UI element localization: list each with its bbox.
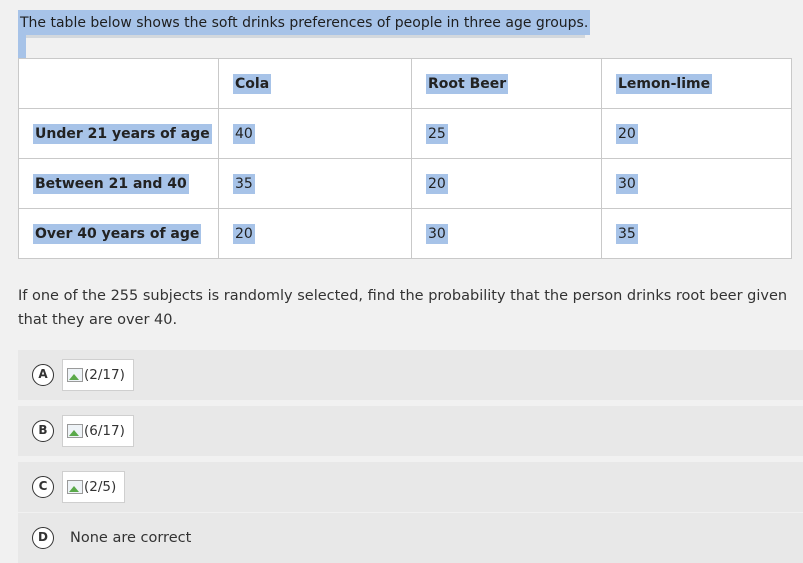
broken-image-icon [67,424,83,438]
table-row [19,209,792,259]
option-a[interactable] [18,350,803,400]
table-cell [412,159,602,209]
table-cell [219,209,412,259]
row-label-text: Under 21 years of age [35,125,210,142]
row-label [19,159,219,209]
preferences-table [18,58,792,259]
header-cola: Cola [235,75,270,92]
table-header-cell [19,59,219,109]
header-root-beer: Root Beer [428,75,507,92]
answer-text: (6/17) [84,423,125,439]
answer-text: (2/17) [84,367,125,383]
intro-bar [18,10,589,38]
header-lemon-lime: Lemon-lime [618,75,711,92]
option-c[interactable] [18,462,803,512]
row-label [19,109,219,159]
option-letter: A [32,364,54,386]
table-cell [602,159,792,209]
row-label [19,209,219,259]
cell-value: 30 [618,175,636,192]
row-label-text: Between 21 and 40 [35,175,187,192]
option-d[interactable] [18,513,803,563]
broken-image-icon [67,480,83,494]
option-letter: B [32,420,54,442]
row-label-text: Over 40 years of age [35,225,200,242]
cell-value: 20 [235,225,253,242]
table-row [19,109,792,159]
answer-text: None are correct [70,530,192,546]
cell-value: 30 [428,225,446,242]
cell-value: 35 [235,175,253,192]
cell-value: 20 [618,125,636,142]
table-header-cell [219,59,412,109]
table-header-cell [412,59,602,109]
table-cell [412,109,602,159]
cell-value: 40 [235,125,253,142]
table-cell [602,209,792,259]
question-text: If one of the 255 subjects is randomly selected, find the probability that the person drinks root beer given that they are over 40. [18,288,788,328]
table-header-cell [602,59,792,109]
broken-image-icon [67,368,83,382]
cell-value: 25 [428,125,446,142]
answer-text: (2/5) [84,479,117,495]
option-letter: C [32,476,54,498]
option-b[interactable] [18,406,803,456]
answer-box [62,415,134,447]
answer-box [62,359,134,391]
table-cell [219,159,412,209]
table-row [19,159,792,209]
intro-text: The table below shows the soft drinks preferences of people in three age groups. [18,10,590,35]
cell-value: 35 [618,225,636,242]
option-letter: D [32,527,54,549]
table-header-row [19,59,792,109]
table-cell [412,209,602,259]
table-cell [602,109,792,159]
table-cell [219,109,412,159]
answer-box [62,471,125,503]
cell-value: 20 [428,175,446,192]
